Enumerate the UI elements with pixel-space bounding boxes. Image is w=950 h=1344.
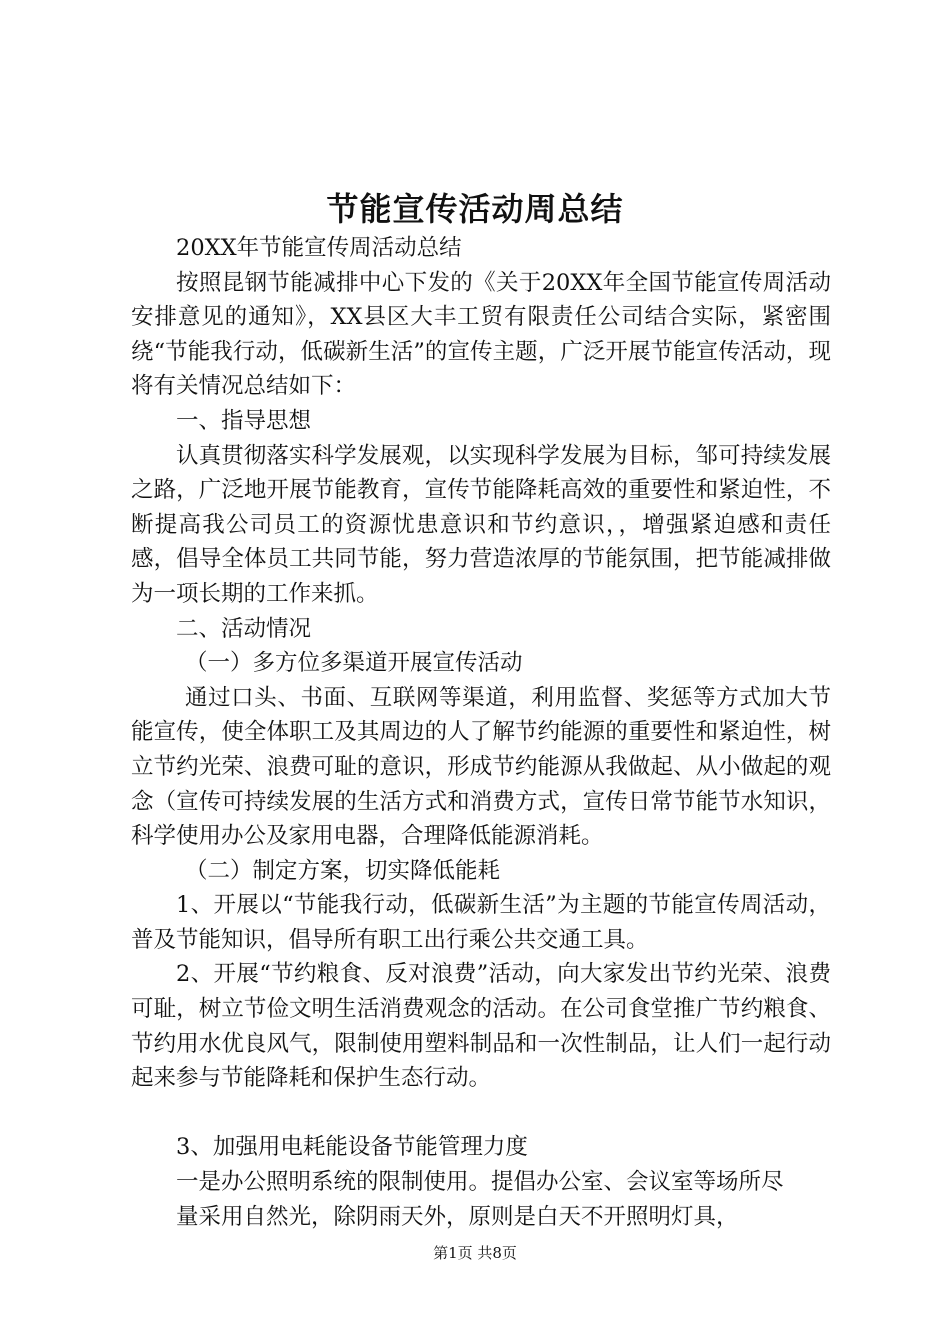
lighting-paragraph: 一是办公照明系统的限制使用。提倡办公室、会议室等场所尽 bbox=[176, 1169, 784, 1196]
document-title: 节能宣传活动周总结 bbox=[326, 190, 624, 228]
list-item-3: 3、加强用电耗能设备节能管理力度 bbox=[176, 1134, 528, 1161]
activities-paragraph-1: 通过口头、书面、互联网等渠道，利用监督、奖惩等方式加大节能宣传，使全体职工及其周边的人了解节约能源的重要性和紧迫性，树立节约光荣、浪费可耻的意识，形成节约能源从我做起、从小做起的观念（宣传可持续发展的生活方式和消费方式，宣传日常节能节水知识，科学使用办公及家用电器，合理降低能源消耗。 bbox=[131, 684, 831, 850]
subsection-heading-1: （一）多方位多渠道开展宣传活动 bbox=[185, 650, 523, 677]
subtitle-paragraph: 20XX年节能宣传周活动总结 bbox=[176, 235, 462, 261]
list-item-1: 1、开展以“节能我行动，低碳新生活”为主题的节能宣传周活动，普及节能知识，倡导所有职工出行乘公共交通工具。 bbox=[131, 892, 831, 953]
section-heading-activities: 二、活动情况 bbox=[176, 615, 312, 642]
list-item-2: 2、开展“节约粮食、反对浪费”活动，向大家发出节约光荣、浪费可耻，树立节俭文明生活消费观念的活动。在公司食堂推广节约粮食、节约用水优良风气，限制使用塑料制品和一次性制品，让人们一起行动起来参与节能降耗和保护生态行动。 bbox=[131, 961, 831, 1092]
guiding-thought-paragraph: 认真贯彻落实科学发展观，以实现科学发展为目标，邹可持续发展之路，广泛地开展节能教育，宣传节能降耗高效的重要性和紧迫性，不断提高我公司员工的资源忧患意识和节约意识，，增强紧迫感和责任感，倡导全体员工共同节能，努力营造浓厚的节能氛围，把节能减排做为一项长期的工作来抓。 bbox=[131, 442, 831, 607]
lighting-paragraph-continued: 量采用自然光，除阴雨天外，原则是白天不开照明灯具， bbox=[176, 1203, 739, 1230]
page-footer: 第1页 共8页 bbox=[433, 1244, 517, 1262]
subsection-heading-2: （二）制定方案，切实降低能耗 bbox=[185, 857, 501, 884]
intro-paragraph: 按照昆钢节能减排中心下发的《关于20XX年全国节能宣传周活动安排意见的通知》，XX县区大丰工贸有限责任公司结合实际，紧密围绕“节能我行动，低碳新生活”的宣传主题，广泛开展节能宣传活动，现将有关情况总结如下： bbox=[131, 269, 831, 400]
document-body bbox=[131, 231, 831, 1234]
paragraph-gap bbox=[131, 1096, 831, 1131]
section-heading-guiding-thought: 一、指导思想 bbox=[176, 407, 312, 434]
